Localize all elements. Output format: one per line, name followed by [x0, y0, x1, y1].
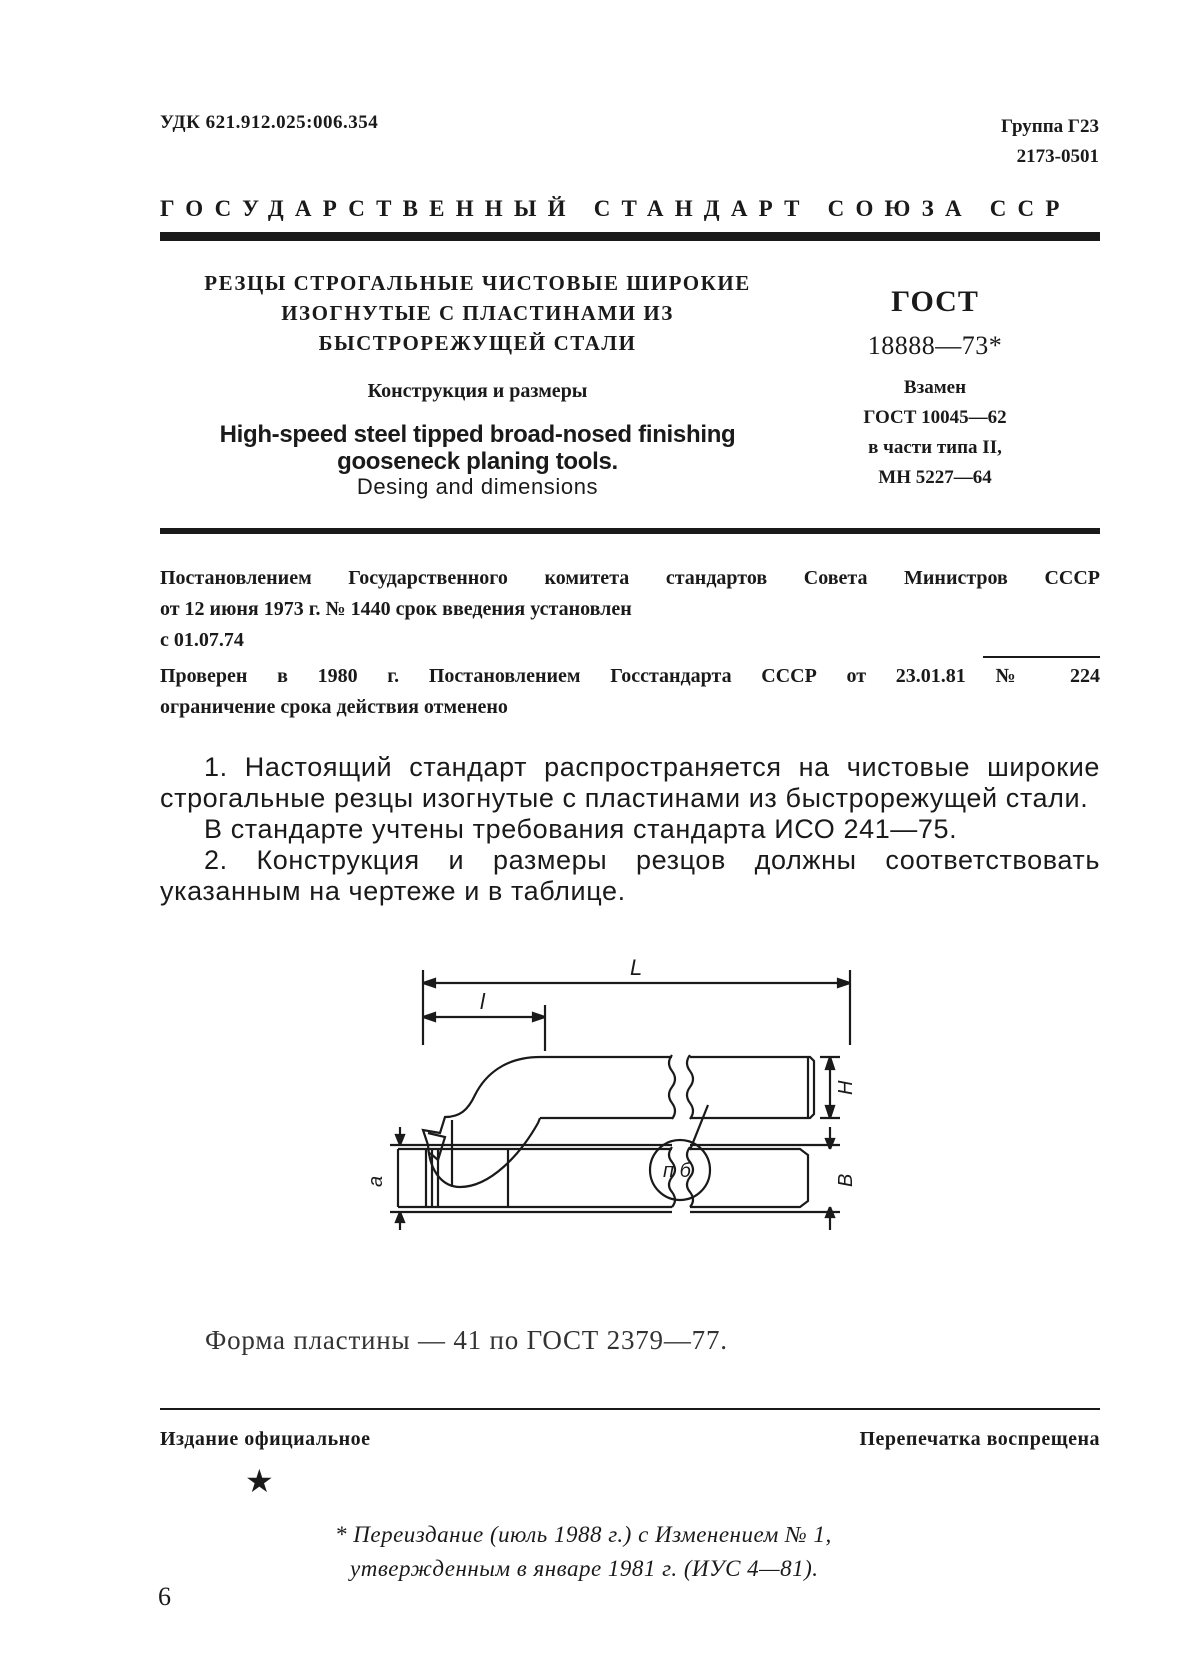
- decree-line-1: Постановлением Государственного комитета стандартов Совета Министров СССР: [160, 567, 1100, 589]
- dim-l-arrow-right: [533, 1013, 545, 1021]
- label-roughness: п б: [663, 1160, 691, 1182]
- tip-plate: [428, 1133, 445, 1160]
- decree-line-3: Проверен в 1980 г. Постановлением Госстандарта СССР от 23.01.81 № 224: [160, 665, 1100, 687]
- decree-date: с 01.07.74: [160, 629, 244, 651]
- group-label: Группа Г23: [1001, 116, 1099, 137]
- dim-a-arrow-top: [396, 1135, 404, 1145]
- replaces-type: в части типа II,: [868, 437, 1002, 458]
- english-title-2: gooseneck planing tools.: [337, 448, 618, 475]
- footnote: [335, 1518, 832, 1586]
- dim-H-arrow-top: [826, 1057, 834, 1069]
- replaces-mn: МН 5227—64: [878, 467, 992, 488]
- gost-block: [845, 285, 1025, 493]
- title-block: [165, 268, 790, 499]
- footnote-line-2: утвержденным в январе 1981 г. (ИУС 4—81).: [350, 1556, 819, 1581]
- footnote-line-1: * Переиздание (июль 1988 г.) с Изменением № 1,: [335, 1522, 832, 1547]
- paragraph-2: В стандарте учтены требования стандарта ИСО 241—75.: [204, 814, 958, 844]
- dim-L-arrow-right: [838, 979, 850, 987]
- replaces-label: Взамен: [903, 377, 967, 398]
- udk-code: УДК 621.912.025:006.354: [160, 112, 379, 133]
- reprint-label: Перепечатка воспрещена: [859, 1428, 1100, 1450]
- paragraph-3: 2. Конструкция и размеры резцов должны соответствовать указанным на чертеже и в таблице.: [160, 845, 1100, 906]
- state-standard-heading: ГОСУДАРСТВЕННЫЙ СТАНДАРТ СОЮЗА ССР: [160, 196, 1071, 221]
- replaces-gost: ГОСТ 10045—62: [863, 407, 1007, 428]
- subtitle: Конструкция и размеры: [367, 380, 588, 402]
- title-line-3: БЫСТРОРЕЖУЩЕЙ СТАЛИ: [318, 331, 637, 355]
- top-divider: [160, 232, 1100, 241]
- page-number: 6: [158, 1582, 171, 1611]
- edition-label: Издание официальное: [160, 1428, 371, 1450]
- title-line-1: РЕЗЦЫ СТРОГАЛЬНЫЕ ЧИСТОВЫЕ ШИРОКИЕ: [204, 271, 751, 295]
- dim-H-arrow-bottom: [826, 1106, 834, 1118]
- footer-divider: [160, 1408, 1100, 1410]
- gost-number: 18888—73*: [867, 331, 1003, 360]
- gost-label: ГОСТ: [891, 285, 979, 318]
- english-title-1: High-speed steel tipped broad-nosed finishing: [219, 421, 736, 448]
- body-text: [160, 752, 1100, 907]
- tool-drawing: [365, 955, 910, 1285]
- dim-a-arrow-bottom: [396, 1212, 404, 1222]
- star-icon: ★: [245, 1463, 274, 1499]
- dim-L-arrow-left: [423, 979, 435, 987]
- shank-right: [690, 1057, 814, 1118]
- label-a: a: [365, 1175, 387, 1187]
- dim-l-arrow-left: [423, 1013, 435, 1021]
- decree-line-4: ограничение срока действия отменено: [160, 696, 508, 718]
- title-divider: [160, 528, 1100, 534]
- dim-B-arrow-top: [826, 1139, 834, 1149]
- label-B: B: [835, 1173, 857, 1187]
- dim-B-arrow-bottom: [826, 1207, 834, 1217]
- classification-code: 2173-0501: [1016, 146, 1099, 167]
- date-underline: [983, 656, 1100, 658]
- gooseneck-head: [423, 1057, 540, 1187]
- paragraph-1: 1. Настоящий стандарт распространяется на чистовые широкие строгальные резцы изогнутые с пластинами из быстрорежущей стали.: [160, 752, 1100, 813]
- break-right: [687, 1055, 693, 1119]
- label-H: H: [835, 1080, 857, 1095]
- title-line-2: ИЗОГНУТЫЕ С ПЛАСТИНАМИ ИЗ: [281, 301, 674, 325]
- shank-left: [540, 1057, 672, 1118]
- break-left: [669, 1055, 675, 1119]
- plate-note: Форма пластины — 41 по ГОСТ 2379—77.: [205, 1325, 728, 1355]
- group-block: [1001, 112, 1099, 172]
- english-title-3: Desing and dimensions: [356, 474, 599, 499]
- label-L: L: [630, 955, 643, 980]
- label-l: l: [480, 989, 485, 1014]
- decree-line-2: от 12 июня 1973 г. № 1440 срок введения установлен: [160, 598, 632, 620]
